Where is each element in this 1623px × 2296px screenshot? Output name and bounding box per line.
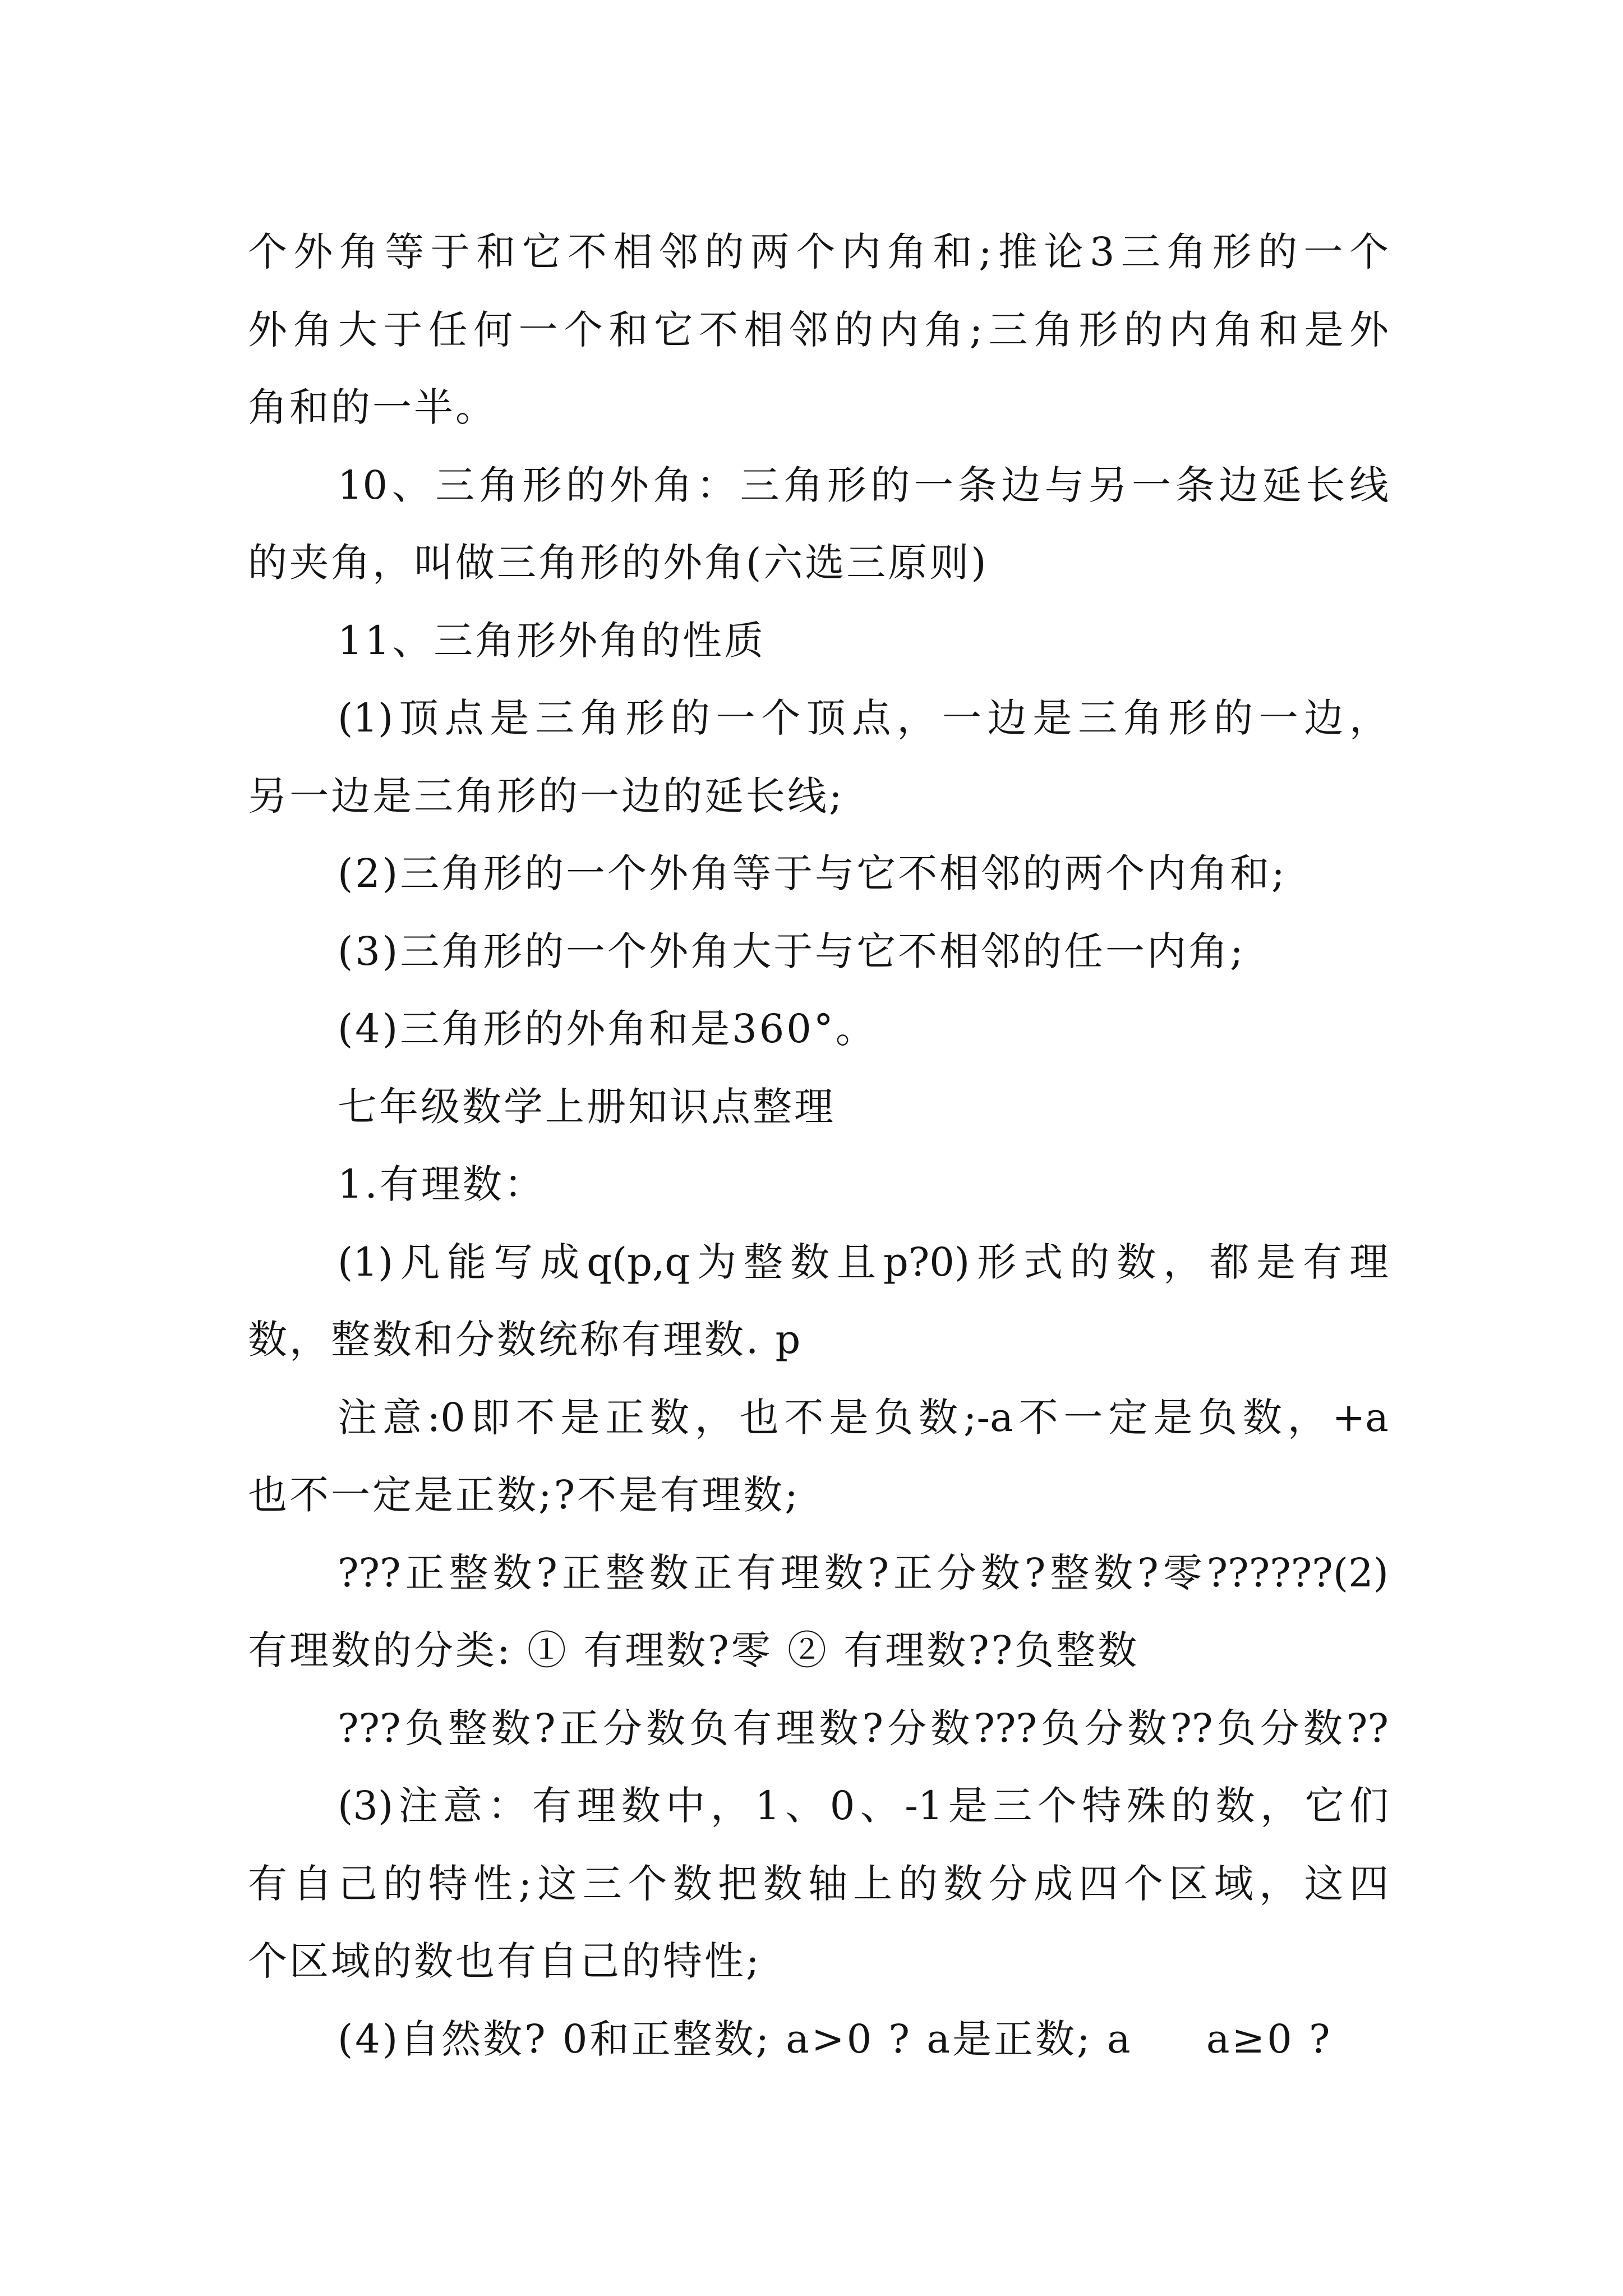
text-line: (4)自然数? 0和正整数; a>0 ? a是正数; a a≥0 ? — [338, 2016, 1332, 2062]
text-line: 个区域的数也有自己的特性; — [248, 1938, 762, 1984]
section-heading: 1.有理数： — [338, 1161, 546, 1207]
text-line: 也不一定是正数;?不是有理数; — [248, 1472, 800, 1518]
text-line: 的夹角，叫做三角形的外角(六选三原则) — [248, 540, 989, 586]
text-line: 数，整数和分数统称有理数. p — [248, 1317, 803, 1363]
text-line: 有自己的特性;这三个数把数轴上的数分成四个区域，这四 — [248, 1860, 1389, 1907]
text-line: (3)注意：有理数中，1、0、-1是三个特殊的数，它们 — [338, 1783, 1389, 1829]
text-line: 另一边是三角形的一边的延长线; — [248, 772, 845, 819]
text-line: 个外角等于和它不相邻的两个内角和;推论3三角形的一个 — [248, 229, 1389, 275]
text-line: 10、三角形的外角：三角形的一条边与另一条边延长线 — [338, 462, 1389, 508]
text-line: (3)三角形的一个外角大于与它不相邻的任一内角; — [338, 928, 1246, 974]
text-line: 外角大于任何一个和它不相邻的内角;三角形的内角和是外 — [248, 306, 1389, 353]
text-line: 有理数的分类: ① 有理数?零 ② 有理数??负整数 — [248, 1627, 1140, 1673]
text-line: ???负整数?正分数负有理数?分数???负分数??负分数?? — [338, 1705, 1389, 1751]
text-line: (4)三角形的外角和是360°。 — [338, 1006, 877, 1052]
section-heading: 七年级数学上册知识点整理 — [338, 1083, 836, 1130]
text-line: ???正整数?正整数正有理数?正分数?整数?零??????(2) — [338, 1549, 1389, 1596]
text-line: 角和的一半。 — [248, 384, 497, 430]
body-text — [248, 213, 1389, 2078]
text-line: (2)三角形的一个外角等于与它不相邻的两个内角和; — [338, 850, 1287, 896]
text-line: (1)凡能写成q(p,q为整数且p?0)形式的数，都是有理 — [338, 1239, 1389, 1285]
text-line: 注意:0即不是正数，也不是负数;-a不一定是负数，+a — [338, 1394, 1389, 1441]
text-line: (1)顶点是三角形的一个顶点，一边是三角形的一边， — [338, 695, 1389, 741]
section-heading: 11、三角形外角的性质 — [338, 617, 766, 664]
